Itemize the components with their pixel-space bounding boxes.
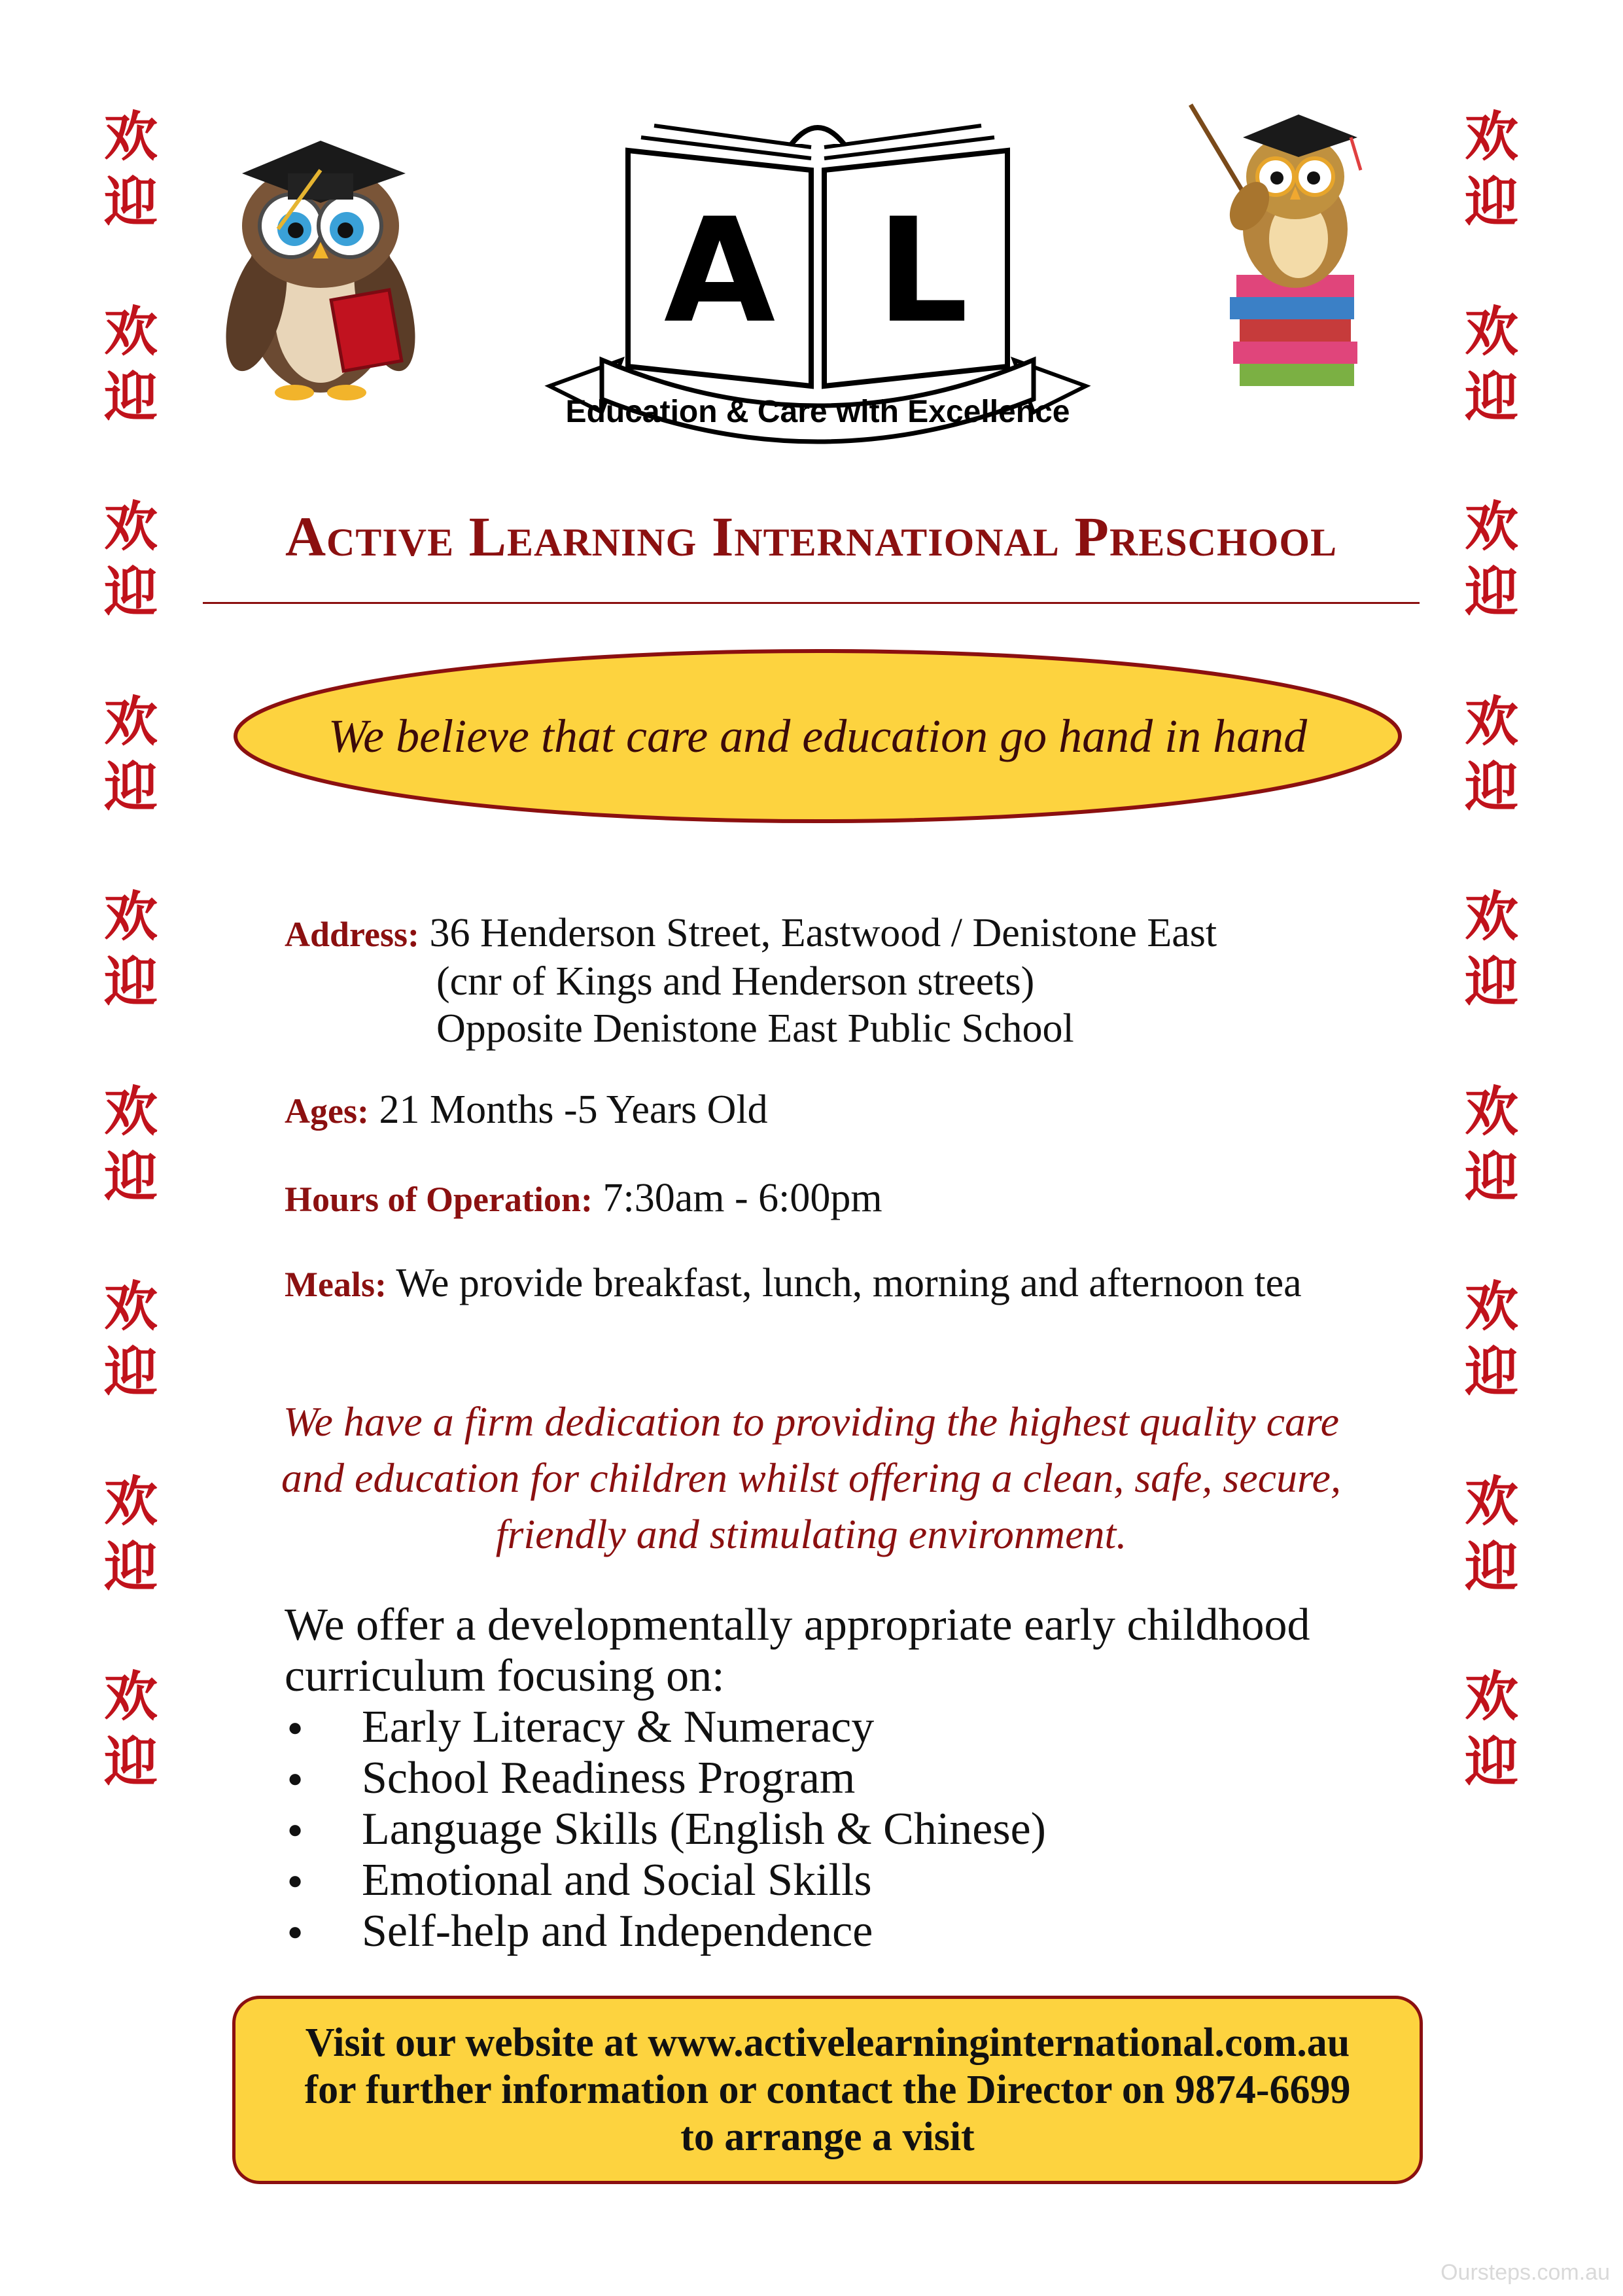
welcome-text: 欢 迎: [103, 1276, 158, 1404]
welcome-text: 欢 迎: [1464, 1276, 1518, 1404]
title-divider: [203, 602, 1420, 604]
hours-label: Hours of Operation:: [285, 1180, 593, 1219]
address-line-2: (cnr of Kings and Henderson streets): [436, 959, 1035, 1004]
owl-teacher-illustration: [1178, 98, 1374, 399]
motto-text: We believe that care and education go hand in hand: [328, 709, 1308, 762]
curriculum-intro: We offer a developmentally appropriate early childhood curriculum focusing on:: [285, 1600, 1310, 1701]
contact-line-3: to arrange a visit: [680, 2115, 975, 2159]
address-label: Address:: [285, 915, 420, 954]
welcome-text: 欢 迎: [1464, 691, 1518, 819]
mission-statement: We have a firm dedication to providing the highest quality care and education for children whilst offering a clean, safe, secure, friendly and stimulating environment.: [281, 1398, 1341, 1557]
welcome-text: 欢 迎: [103, 301, 158, 429]
hours-block: [285, 1174, 1331, 1223]
address-line-3: Opposite Denistone East Public School: [436, 1006, 1074, 1051]
meals-label: Meals:: [285, 1265, 387, 1304]
welcome-text: 欢 迎: [103, 886, 158, 1014]
list-item: ● Early Literacy & Numeracy: [287, 1702, 875, 1752]
bullet-icon: ●: [287, 1712, 304, 1742]
watermark: Oursteps.com.au: [1440, 2260, 1610, 2285]
school-title: Active Learning International Preschool: [285, 505, 1338, 568]
owl-reading-illustration: [216, 111, 425, 412]
welcome-text: 欢 迎: [103, 106, 158, 234]
meals-value: We provide breakfast, lunch, morning and afternoon tea: [396, 1261, 1302, 1305]
list-item: ● Language Skills (English & Chinese): [287, 1804, 1046, 1854]
address-line-1: 36 Henderson Street, Eastwood / Denistone East: [429, 911, 1217, 955]
welcome-text: 欢 迎: [1464, 886, 1518, 1014]
welcome-text: 欢 迎: [1464, 301, 1518, 429]
welcome-text: 欢 迎: [1464, 1666, 1518, 1793]
school-logo: [543, 111, 1092, 451]
address-block: [285, 910, 1331, 1052]
welcome-text: 欢 迎: [103, 1081, 158, 1209]
ages-label: Ages:: [285, 1091, 369, 1131]
welcome-text: 欢 迎: [103, 1471, 158, 1598]
logo-tagline: Education & Care with Excellence: [565, 395, 1070, 429]
bullet-icon: ●: [287, 1916, 304, 1946]
welcome-text: 欢 迎: [103, 496, 158, 624]
list-item: ● Emotional and Social Skills: [287, 1855, 872, 1905]
ages-block: [285, 1086, 1331, 1135]
hours-value: 7:30am - 6:00pm: [602, 1176, 882, 1220]
welcome-text: 欢 迎: [103, 1666, 158, 1793]
curriculum-section: [285, 1600, 1364, 1957]
welcome-text: 欢 迎: [1464, 106, 1518, 234]
bullet-icon: ●: [287, 1763, 304, 1793]
list-item: ● School Readiness Program: [287, 1753, 856, 1803]
ages-value: 21 Months -5 Years Old: [379, 1087, 768, 1132]
curriculum-list: [285, 1702, 1364, 1957]
list-item: ● Self-help and Independence: [287, 1906, 873, 1956]
contact-line-2: for further information or contact the Director on 9874-6699: [304, 2068, 1351, 2112]
contact-line-1: Visit our website at www.activelearninginternational.com.au: [305, 2021, 1350, 2065]
contact-box: [232, 1996, 1423, 2184]
bullet-icon: ●: [287, 1814, 304, 1844]
bullet-icon: ●: [287, 1865, 304, 1895]
logo-letter-l: L: [876, 187, 969, 355]
contact-text: [304, 2019, 1350, 2161]
logo-letter-a: A: [663, 187, 776, 355]
right-welcome-column: [1446, 105, 1537, 1860]
meals-block: [285, 1260, 1344, 1308]
welcome-text: 欢 迎: [1464, 496, 1518, 624]
welcome-text: 欢 迎: [1464, 1471, 1518, 1598]
motto-banner: [232, 648, 1403, 824]
left-welcome-column: [85, 105, 177, 1860]
welcome-text: 欢 迎: [1464, 1081, 1518, 1209]
welcome-text: 欢 迎: [103, 691, 158, 819]
